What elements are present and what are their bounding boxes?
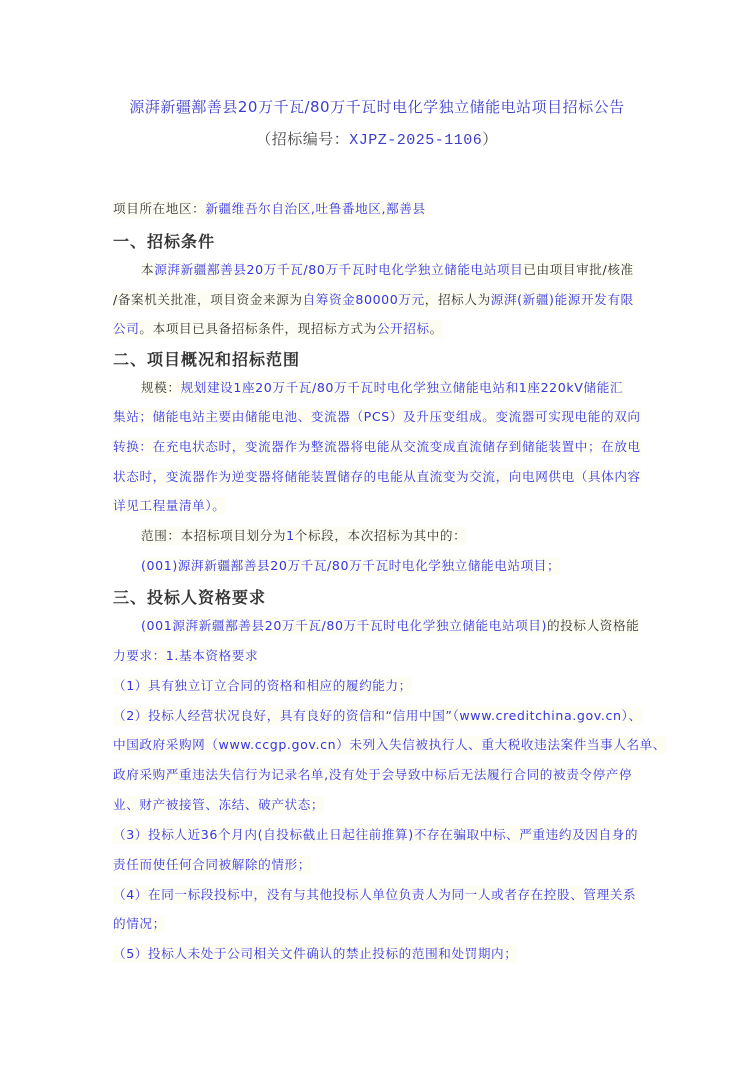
- paragraph-line: 详见工程量清单）。: [113, 498, 226, 513]
- paragraph-line: (001源湃新疆鄯善县20万千瓦/80万千瓦时电化学独立储能电站项目)的投标人资格能: [141, 618, 640, 633]
- paragraph-line: 集站；储能电站主要由储能电池、变流器（PCS）及升压变组成。变流器可实现电能的双向: [113, 409, 641, 424]
- location-line: [113, 200, 426, 218]
- paragraph-line: 状态时，变流器作为逆变器将储能装置储存的电能从直流变为交流，向电网供电（具体内容: [113, 469, 641, 484]
- bid-number-value: XJPZ-2025-1106: [349, 132, 483, 149]
- section-heading: 一、招标条件: [113, 232, 216, 251]
- bid-number: [0, 128, 754, 149]
- paragraph-line: （4）在同一标段投标中，没有与其他投标人单位负责人为同一人或者存在控股、管理关系: [113, 887, 637, 902]
- location-label: 项目所在地区：: [113, 201, 206, 216]
- section-heading: 二、项目概况和招标范围: [113, 350, 301, 369]
- paragraph-line: （5）投标人未处于公司相关文件确认的禁止投标的范围和处罚期内；: [113, 946, 518, 961]
- paragraph-line: 本源湃新疆鄯善县20万千瓦/80万千瓦时电化学独立储能电站项目已由项目审批/核准: [141, 262, 634, 277]
- paragraph-line: 中国政府采购网（www.ccgp.gov.cn）未列入失信被执行人、重大税收违法案件当事人名单、: [113, 737, 667, 752]
- paragraph-line: 公司。本项目已具备招标条件，现招标方式为公开招标。: [113, 321, 443, 336]
- paragraph-line: 规模：规划建设1座20万千瓦/80万千瓦时电化学独立储能电站和1座220kV储能汇: [141, 380, 624, 395]
- paragraph-line: （3）投标人近36个月内(自投标截止日起往前推算)不存在骗取中标、严重违约及因自身的: [113, 827, 639, 842]
- paragraph-line: 业、财产被接管、冻结、破产状态；: [113, 797, 325, 812]
- paragraph-line: 政府采购严重违法失信行为记录名单,没有处于会导致中标后无法履行合同的被责令停产停: [113, 767, 633, 782]
- paragraph-line: /备案机关批准，项目资金来源为自筹资金80000万元，招标人为源湃(新疆)能源开发有限: [113, 292, 634, 307]
- paragraph-line: （1）具有独立订立合同的资格和相应的履约能力；: [113, 678, 412, 693]
- bid-number-prefix: （招标编号：: [256, 130, 350, 148]
- section-heading: 三、投标人资格要求: [113, 588, 267, 607]
- paragraph-line: 的情况；: [113, 916, 166, 931]
- paragraph-line: 责任而使任何合同被解除的情形；: [113, 857, 311, 872]
- paragraph-line: 转换：在充电状态时，变流器作为整流器将电能从交流变成直流储存到储能装置中；在放电: [113, 439, 641, 454]
- paragraph-line: (001)源湃新疆鄯善县20万千瓦/80万千瓦时电化学独立储能电站项目；: [141, 558, 561, 573]
- paragraph-line: 力要求：1.基本资格要求: [113, 648, 259, 663]
- location-value: 新疆维吾尔自治区,吐鲁番地区,鄯善县: [205, 201, 426, 216]
- paragraph-line: 范围：本招标项目划分为1个标段，本次招标为其中的：: [141, 528, 467, 543]
- document-title: 源湃新疆鄯善县20万千瓦/80万千瓦时电化学独立储能电站项目招标公告: [129, 98, 625, 116]
- paragraph-line: （2）投标人经营状况良好，具有良好的资信和“信用中国”（www.creditchina.gov.cn）、: [113, 708, 642, 723]
- bid-number-suffix: ）: [482, 130, 498, 148]
